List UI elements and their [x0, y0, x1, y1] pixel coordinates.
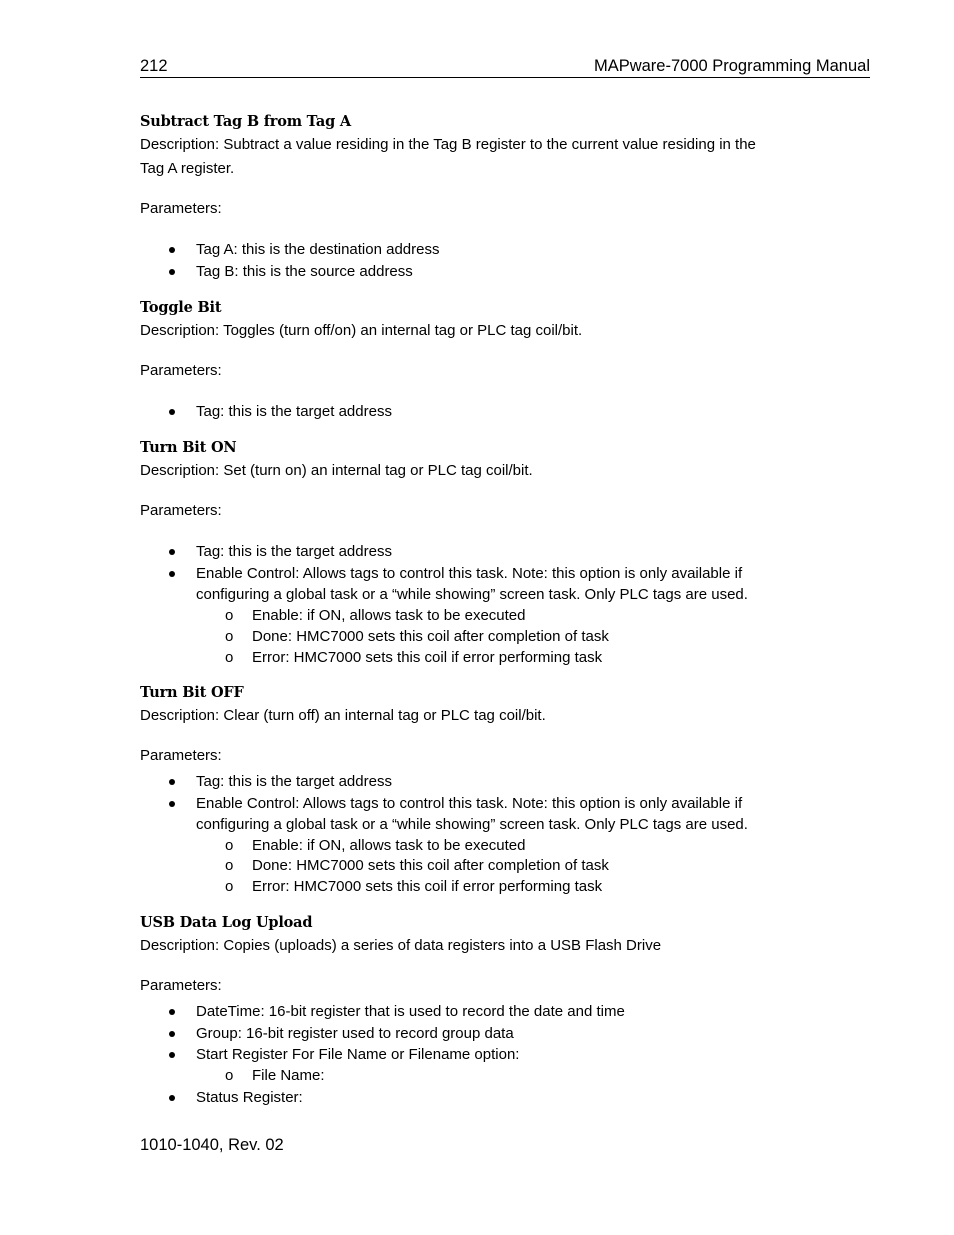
- section-desc-subtract-line1: Description: Subtract a value residing in the Tag B register to the current value residing in the: [140, 136, 756, 153]
- section-title-turn-on: Turn Bit ON: [140, 439, 237, 456]
- section-title-usb: USB Data Log Upload: [140, 914, 313, 931]
- circle-bullet-icon: o: [225, 1067, 234, 1084]
- section-title-turn-off: Turn Bit OFF: [140, 684, 244, 701]
- params-label: Parameters:: [140, 977, 222, 994]
- manual-title: MAPware-7000 Programming Manual: [593, 57, 870, 75]
- page-header: [140, 56, 870, 78]
- section-title-toggle: Toggle Bit: [140, 299, 222, 316]
- circle-bullet-icon: o: [225, 628, 234, 645]
- bullet-icon: [169, 549, 175, 555]
- footer-doc-id: 1010-1040, Rev. 02: [140, 1136, 284, 1154]
- params-label: Parameters:: [140, 362, 222, 379]
- circle-bullet-icon: o: [225, 649, 234, 666]
- params-label: Parameters:: [140, 502, 222, 519]
- bullet-icon: [169, 1009, 175, 1015]
- params-label: Parameters:: [140, 200, 222, 217]
- section-desc-toggle: Description: Toggles (turn off/on) an internal tag or PLC tag coil/bit.: [140, 322, 583, 339]
- circle-bullet-icon: o: [225, 857, 234, 874]
- section-desc-subtract-line2: Tag A register.: [140, 160, 235, 177]
- bullet-icon: [169, 571, 175, 577]
- section-desc-usb: Description: Copies (uploads) a series of data registers into a USB Flash Drive: [140, 937, 662, 954]
- page-number: 212: [140, 57, 168, 75]
- circle-bullet-icon: o: [225, 837, 234, 854]
- params-label: Parameters:: [140, 747, 222, 764]
- bullet-icon: [169, 1052, 175, 1058]
- section-desc-turn-off: Description: Clear (turn off) an internal tag or PLC tag coil/bit.: [140, 707, 546, 724]
- bullet-icon: [169, 779, 175, 785]
- bullet-icon: [169, 1031, 175, 1037]
- circle-bullet-icon: o: [225, 878, 234, 895]
- bullet-icon: [169, 801, 175, 807]
- circle-bullet-icon: o: [225, 607, 234, 624]
- bullet-icon: [169, 1095, 175, 1101]
- section-title-subtract: Subtract Tag B from Tag A: [140, 113, 351, 130]
- bullet-icon: [169, 409, 175, 415]
- bullet-icon: [169, 247, 175, 253]
- section-desc-turn-on: Description: Set (turn on) an internal tag or PLC tag coil/bit.: [140, 462, 533, 479]
- bullet-icon: [169, 269, 175, 275]
